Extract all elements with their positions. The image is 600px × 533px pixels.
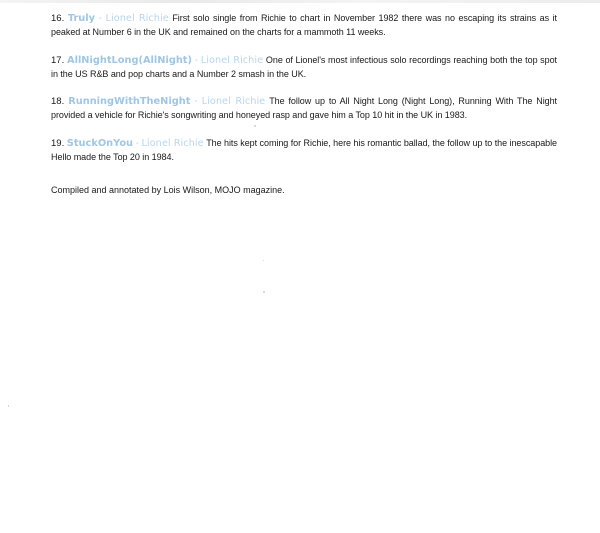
track-title: Truly	[67, 13, 96, 24]
track-artist: Lionel Richie	[105, 13, 169, 24]
track-number: 16.	[51, 13, 65, 24]
scan-speck	[8, 405, 9, 407]
track-separator: -	[98, 13, 102, 24]
track-description: The hits kept coming for Richie, here his romantic ballad, the follow up to the inescapable Hello made the Top 20 in 1984.	[51, 138, 558, 162]
track-artist: Lionel Richie	[141, 138, 204, 149]
track-artist: Lionel Richie	[200, 55, 264, 66]
track-entry-19	[51, 137, 557, 163]
track-number: 19.	[51, 138, 65, 149]
track-description: First solo single from Richie to chart in November 1982 there was no escaping its strains as it peaked at Number 6 in the UK and remained on the charts for a mammoth 11 weeks.	[51, 13, 557, 37]
track-separator: -	[194, 96, 198, 107]
track-description: One of Lionel's most infectious solo recordings reaching both the top spot in the US R&B and pop charts and a Number 2 smash in the UK.	[51, 55, 557, 79]
track-separator: -	[135, 138, 139, 149]
track-separator: -	[194, 55, 199, 66]
track-entry-18	[51, 95, 557, 121]
track-artist: Lionel Richie	[201, 96, 266, 107]
track-entry-16	[51, 12, 557, 38]
track-title: StuckOnYou	[66, 138, 134, 149]
track-title: AllNightLong(AllNight)	[67, 55, 192, 66]
track-number: 17.	[51, 55, 65, 66]
track-title: RunningWithTheNight	[68, 96, 191, 107]
credit-line: Compiled and annotated by Lois Wilson, MOJO magazine.	[51, 185, 285, 195]
scan-speck	[254, 125, 256, 127]
track-number: 18.	[51, 96, 65, 107]
scan-speck	[263, 260, 264, 261]
track-description: The follow up to All Night Long (Night Long), Running With The Night provided a vehicle for Richie's songwriting and honeyed rasp and gave him a Top 10 hit in the UK in 1983.	[51, 96, 558, 120]
scan-top-edge	[0, 0, 600, 3]
track-entry-17	[51, 54, 557, 80]
scan-speck	[263, 291, 265, 293]
